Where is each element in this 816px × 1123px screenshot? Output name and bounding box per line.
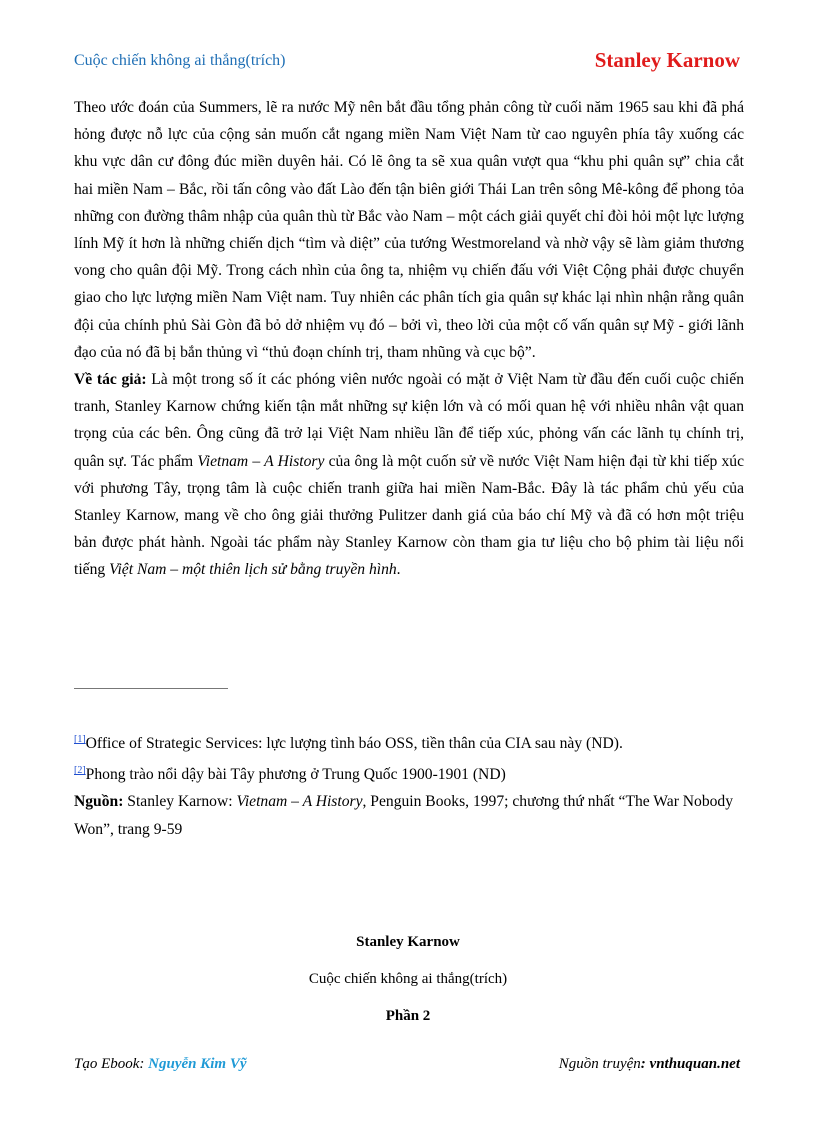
closing-title: Cuộc chiến không ai thắng(trích) (308, 971, 508, 987)
page-header (74, 50, 740, 74)
author-text: Là một trong số ít các phóng viên nước ngoài có mặt ở Việt Nam từ đầu đến cuối cuộc chiến tranh, Stanley Karnow chứng kiến tận mắt những sự kiện lớn và có mối quan hệ với nhiều nhân vật quan trọng của các bên. Ông cũng đã trở lại Việt Nam nhiều lần để tiếp xúc, phỏng vấn các lãnh tụ chính trị, quân sự. Tác phẩm (74, 371, 744, 470)
footer-source-site: vnthuquan.net (649, 1056, 740, 1072)
source-note (74, 788, 744, 842)
source-text: Stanley Karnow: (123, 793, 237, 811)
body-paragraph: Theo ước đoán của Summers, lẽ ra nước Mỹ nên bắt đầu tổng phản công từ cuối năm 1965 sau khi đã phá hỏng được nỗ lực của cộng sản muốn cắt ngang miền Nam Việt Nam từ cao nguyên phía tây xuống các khu vực dân cư đông đúc miền duyên hải. Có lẽ ông ta sẽ xua quân vượt qua “khu phi quân sự” chia cắt hai miền Nam – Bắc, rồi tấn công vào đất Lào đến tận biên giới Thái Lan trên sông Mê-kông để phong tỏa những con đường thâm nhập của quân thù từ Bắc vào Nam – một cách giải quyết chỉ đòi hỏi một lực lượng lính Mỹ ít hơn là những chiến dịch “tìm và diệt” của tướng Westmoreland và nhờ vậy sẽ làm giảm thương vong cho quân đội Mỹ. Trong cách nhìn của ông ta, nhiệm vụ chiến đấu với Việt Cộng phải được chuyển giao cho lực lượng miền Nam Việt nam. Tuy nhiên các phân tích gia quân sự khác lại nhìn nhận rằng quân đội của chính phủ Sài Gòn đã bỏ dở nhiệm vụ đó – bởi vì, theo lời của một cố vấn quân sự Mỹ - giới lãnh đạo của nó đã bị bắn thủng vì “thủ đoạn chính trị, tham nhũng và cục bộ”. (74, 99, 744, 361)
footer-source-sep: : (640, 1056, 650, 1072)
closing-part: Phần 2 (385, 1008, 431, 1024)
author-label: Về tác giả: (74, 371, 147, 389)
footer-ebook-label: Tạo Ebook (74, 1056, 140, 1072)
source-book-title: Vietnam – A History (236, 793, 363, 811)
author-text-end: . (396, 561, 401, 579)
footer-ebook-name: Nguyễn Kim Vỹ (148, 1056, 247, 1072)
author-paragraph (74, 366, 744, 584)
author-book-title: Vietnam – A History (197, 452, 325, 470)
footnote-2-text: Phong trào nổi dậy bài Tây phương ở Trung Quốc 1900-1901 (ND) (85, 766, 506, 784)
footer-ebook-credit (74, 1056, 247, 1073)
main-text (74, 94, 744, 584)
header-book-title: Cuộc chiến không ai thắng(trích) (74, 52, 286, 69)
footer-source-label: Nguồn truyện (558, 1056, 641, 1072)
footnote-2-link[interactable]: [2] (74, 765, 86, 777)
footnote-1 (74, 726, 744, 757)
footnote-1-link[interactable]: [1] (74, 734, 86, 745)
footer-source-credit (559, 1056, 740, 1073)
footnote-2 (74, 757, 744, 788)
footnote-1-text: Office of Strategic Services: lực lượng tình báo OSS, tiền thân của CIA sau này (ND). (85, 735, 623, 752)
author-text-cont: của ông là một cuốn sử về nước Việt Nam hiện đại từ khi tiếp xúc với phương Tây, trọng tâm là cuộc chiến tranh giữa hai miền Nam-Bắc. Đây là tác phẩm chủ yếu của Stanley Karnow, mang về cho ông giải thưởng Pulitzer danh giá của báo chí Mỹ và đã có hơn một triệu bản được phát hành. Ngoài tác phẩm này Stanley Karnow còn tham gia tư liệu cho bộ phim tài liệu nổi tiếng (74, 452, 744, 579)
footnote-divider (74, 688, 228, 689)
footnotes (74, 726, 744, 843)
author-film-title: Việt Nam – một thiên lịch sử bằng truyền hình (109, 561, 397, 579)
header-author: Stanley Karnow (594, 48, 740, 72)
footer-ebook-sep: : (139, 1056, 149, 1072)
source-text-cont: , Penguin Books, 1997; chương thứ nhất “The War Nobody Won”, trang 9-59 (74, 793, 734, 838)
source-label: Nguồn: (74, 793, 124, 811)
closing-author: Stanley Karnow (356, 934, 460, 950)
